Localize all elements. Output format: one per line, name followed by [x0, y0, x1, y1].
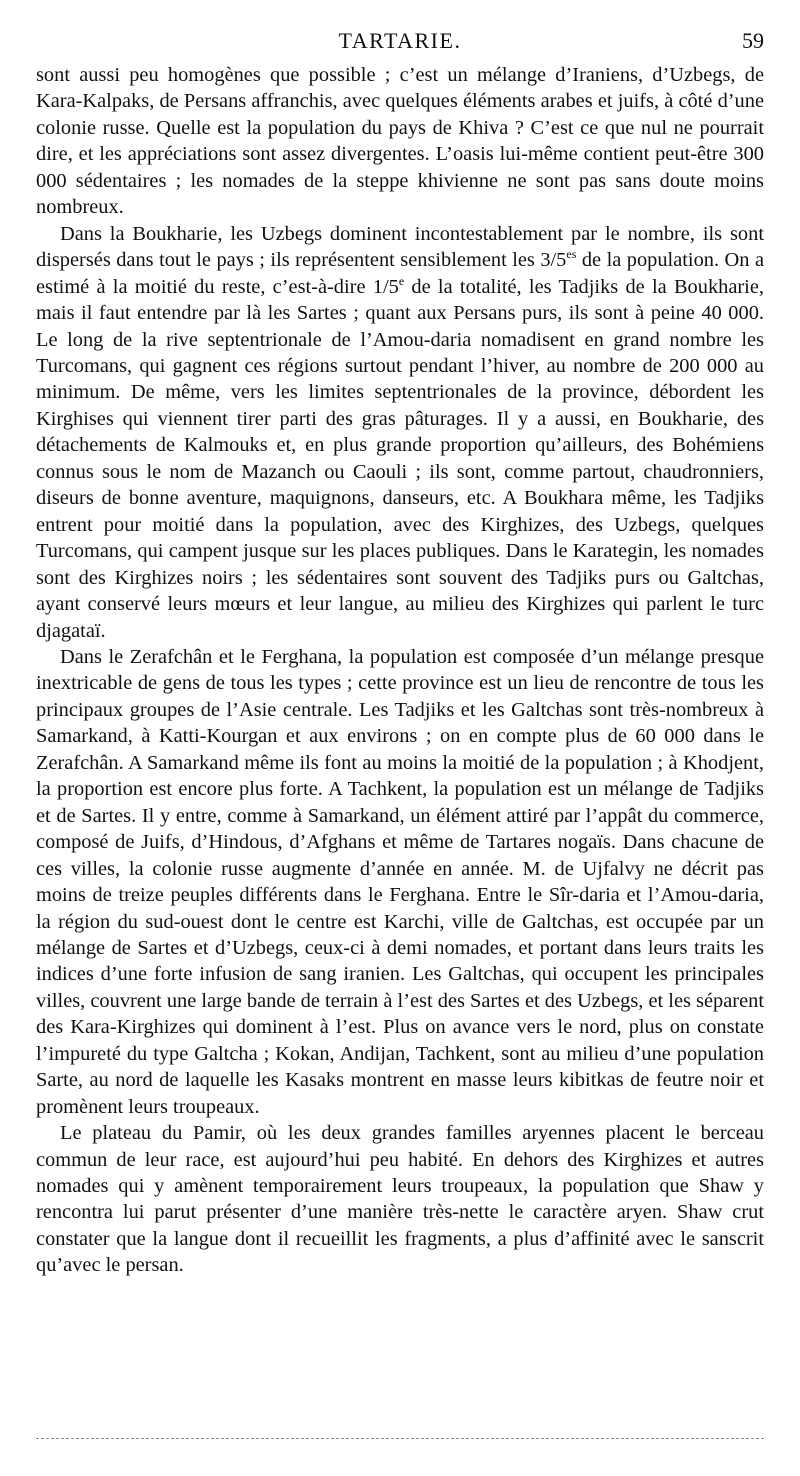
- page-number: 59: [742, 28, 764, 53]
- paragraph-boukharie-part-1: Dans la Boukharie, les Uzbegs dominent incontestablement par le nombre, ils sont dispersés dans tout le pays ; ils représentent sensiblement les 3/5: [36, 222, 764, 272]
- paragraph-boukharie-part-3: de la totalité, les Tadjiks de la Boukharie, mais il faut entendre par là les Sartes ; quant aux Persans purs, ils sont à peine 40 000. Le long de la rive septentrionale de l’Amou-daria nomadisent en grand nombre les Turcomans, qui gagnent ces régions surtout pendant l’hiver, au nombre de 200 000 au minimum. De même, vers les limites septentrionales de la province, débordent les Kirghises qui viennent tirer parti des gras pâturages. Il y a aussi, en Boukharie, des détachements de Kalmouks et, en plus grande proportion qu’ailleurs, des Bohémiens connus sous le nom de Mazanch ou Caouli ; ils sont, comme partout, chaudronniers, diseurs de bonne aventure, maquignons, danseurs, etc. A Boukhara même, les Tadjiks entrent pour moitié dans la population, avec des Kirghizes, des Uzbegs, quelques Turcomans, qui campent jusque sur les places publiques. Dans le Karategin, les nomades sont des Kirghizes noirs ; les sédentaires sont souvent des Tadjiks purs ou Galtchas, ayant conservé leurs mœurs et leur langue, au milieu des Kirghizes qui parlent le turc djagataï.: [36, 275, 764, 642]
- paragraph-khiva: sont aussi peu homogènes que possible ; c’est un mélange d’Iraniens, d’Uzbegs, de Kara-Kalpaks, de Persans affranchis, avec quelques éléments arabes et juifs, à côté d’une colonie russe. Quelle est la population du pays de Khiva ? C’est ce que nul ne pourrait dire, et les appréciations sont assez divergentes. L’oasis lui-même contient peut-être 300 000 sédentaires ; les nomades de la steppe khivienne ne sont pas sans doute moins nombreux.: [36, 64, 764, 219]
- running-title: TARTARIE.: [338, 28, 462, 53]
- paragraph-zerafchan-ferghana: Dans le Zerafchân et le Ferghana, la population est composée d’un mélange presque inextricable de gens de tous les types ; cette province est un lieu de rencontre de tous les principaux groupes de l’Asie centrale. Les Tadjiks et les Galtchas sont très-nombreux à Samarkand, à Katti-Kourgan et aux environs ; on en compte plus de 60 000 dans le Zerafchân. A Samarkand même ils font au moins la moitié de la population ; à Khodjent, la proportion est encore plus forte. A Tachkent, la population est un mélange de Tadjiks et de Sartes. Il y entre, comme à Samarkand, un élément attiré par l’appât du commerce, composé de Juifs, d’Hindous, d’Afghans et même de Tartares nogaïs. Dans chacune de ces villes, la colonie russe augmente d’année en année. M. de Ujfalvy ne décrit pas moins de treize peuples différents dans le Ferghana. Entre le Sîr-daria et l’Amou-daria, la région du sud-ouest dont le centre est Karchi, ville de Galtchas, est occupée par un mélange de Sartes et d’Uzbegs, ceux-ci à demi nomades, et portant dans leurs traits les indices d’une forte infusion de sang iranien. Les Galtchas, qui occupent les principales villes, couvrent une large bande de terrain à l’est des Sartes et des Uzbegs, et les séparent des Kara-Kirghizes qui dominent à l’est. Plus on avance vers le nord, plus on constate l’impureté du type Galtcha ; Kokan, Andijan, Tachkent, sont au milieu d’une population Sarte, au nord de laquelle les Kasaks montrent en masse leurs kibitkas de feutre noir et promènent leurs troupeaux.: [36, 645, 764, 1118]
- superscript-es: es: [566, 247, 577, 262]
- superscript-e: e: [398, 273, 405, 288]
- running-head: [36, 28, 764, 58]
- paragraph-boukharie-part-2: de la population. On a estimé à la moitié du reste, c’est-à-dire 1/5: [36, 249, 764, 298]
- footer-dashed-rule: [36, 1438, 764, 1439]
- body-text: [36, 62, 764, 1279]
- paragraph-boukharie: [36, 221, 764, 644]
- paragraph-pamir: Le plateau du Pamir, où les deux grandes familles aryennes placent le berceau commun de leur race, est aujourd’hui peu habité. En dehors des Kirghizes et autres nomades qui y amènent temporairement leurs troupeaux, la population que Shaw y rencontra lui parut présenter d’une manière très-nette le caractère aryen. Shaw crut constater que la langue dont il recueillit les fragments, a plus d’affinité avec le sanscrit qu’avec le persan.: [36, 1122, 764, 1277]
